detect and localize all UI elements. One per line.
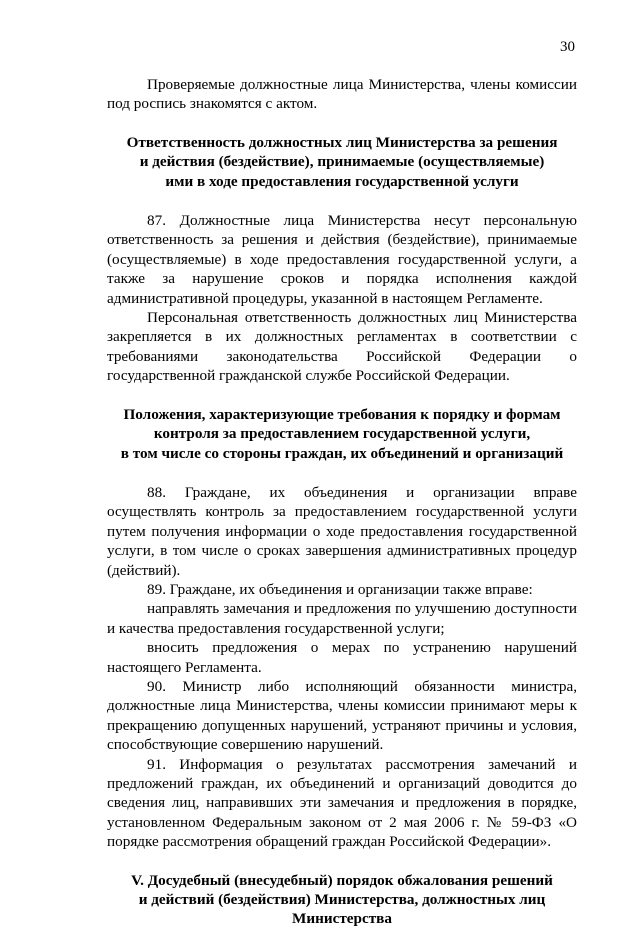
para-89: 89. Граждане, их объединения и организации также вправе:	[147, 580, 533, 598]
heading-line: Ответственность должностных лиц Министерства за решения	[126, 133, 558, 151]
heading-line: и действия (бездействие), принимаемые (осуществляемые)	[139, 153, 545, 171]
para-90: 90. Министр либо исполняющий обязанности министра, должностные лица Министерства, члены комиссии принимают меры к прекращению допущенных нарушений, устраняют причины и условия, способствующие совершению нарушений.	[107, 677, 577, 754]
para-87: 87. Должностные лица Министерства несут персональную ответственность за решения и действия (бездействие), принимаемые (осуществляемые) в ходе предоставления государственной услуги, а также за нарушение сроков и порядка исполнения каждой административной процедуры, указанной в настоящем Регламенте.	[107, 212, 577, 307]
heading-line: V. Досудебный (внесудебный) порядок обжалования решений	[131, 871, 553, 889]
para-89-send-remarks: направлять замечания и предложения по улучшению доступности и качества предоставления государственной услуги;	[107, 600, 577, 637]
heading-line: Министерства	[292, 910, 392, 928]
heading-section-v	[107, 871, 577, 929]
heading-control-requirements	[107, 405, 577, 463]
para-91: 91. Информация о результатах рассмотрения замечаний и предложений граждан, их объединений и организаций доводится до сведения лиц, направивших эти замечания и предложения в порядке, установленном Федеральным законом от 2 мая 2006 г. № 59-ФЗ «О порядке рассмотрения обращений граждан Российской Федерации».	[107, 755, 577, 851]
heading-line: в том числе со стороны граждан, их объединений и организаций	[120, 444, 564, 462]
heading-officials-responsibility	[107, 133, 577, 191]
heading-line: Положения, характеризующие требования к порядку и формам	[123, 405, 561, 423]
heading-line: контроля за предоставлением государственной услуги,	[153, 425, 531, 443]
para-88: 88. Граждане, их объединения и организации вправе осуществлять контроль за предоставлением государственной услуги путем получения информации о ходе предоставления государственной услуги, в том числе о сроках завершения административных процедур (действий).	[107, 483, 577, 579]
para-87-personal-responsibility: Персональная ответственность должностных лиц Министерства закрепляется в их должностных регламентах в соответствии с требованиями законодательства Российской Федерации о государственной гражданской службе Российской Федерации.	[107, 309, 577, 385]
heading-line: и действий (бездействия) Министерства, должностных лиц	[138, 891, 546, 909]
page-number: 30	[560, 39, 575, 55]
document-body	[107, 75, 577, 929]
heading-line: ими в ходе предоставления государственной услуги	[165, 172, 519, 190]
para-89-propose-measures: вносить предложения о мерах по устранению нарушений настоящего Регламента.	[107, 639, 577, 676]
para-signature-acknowledgement: Проверяемые должностные лица Министерства, члены комиссии под роспись знакомятся с актом.	[107, 76, 577, 113]
